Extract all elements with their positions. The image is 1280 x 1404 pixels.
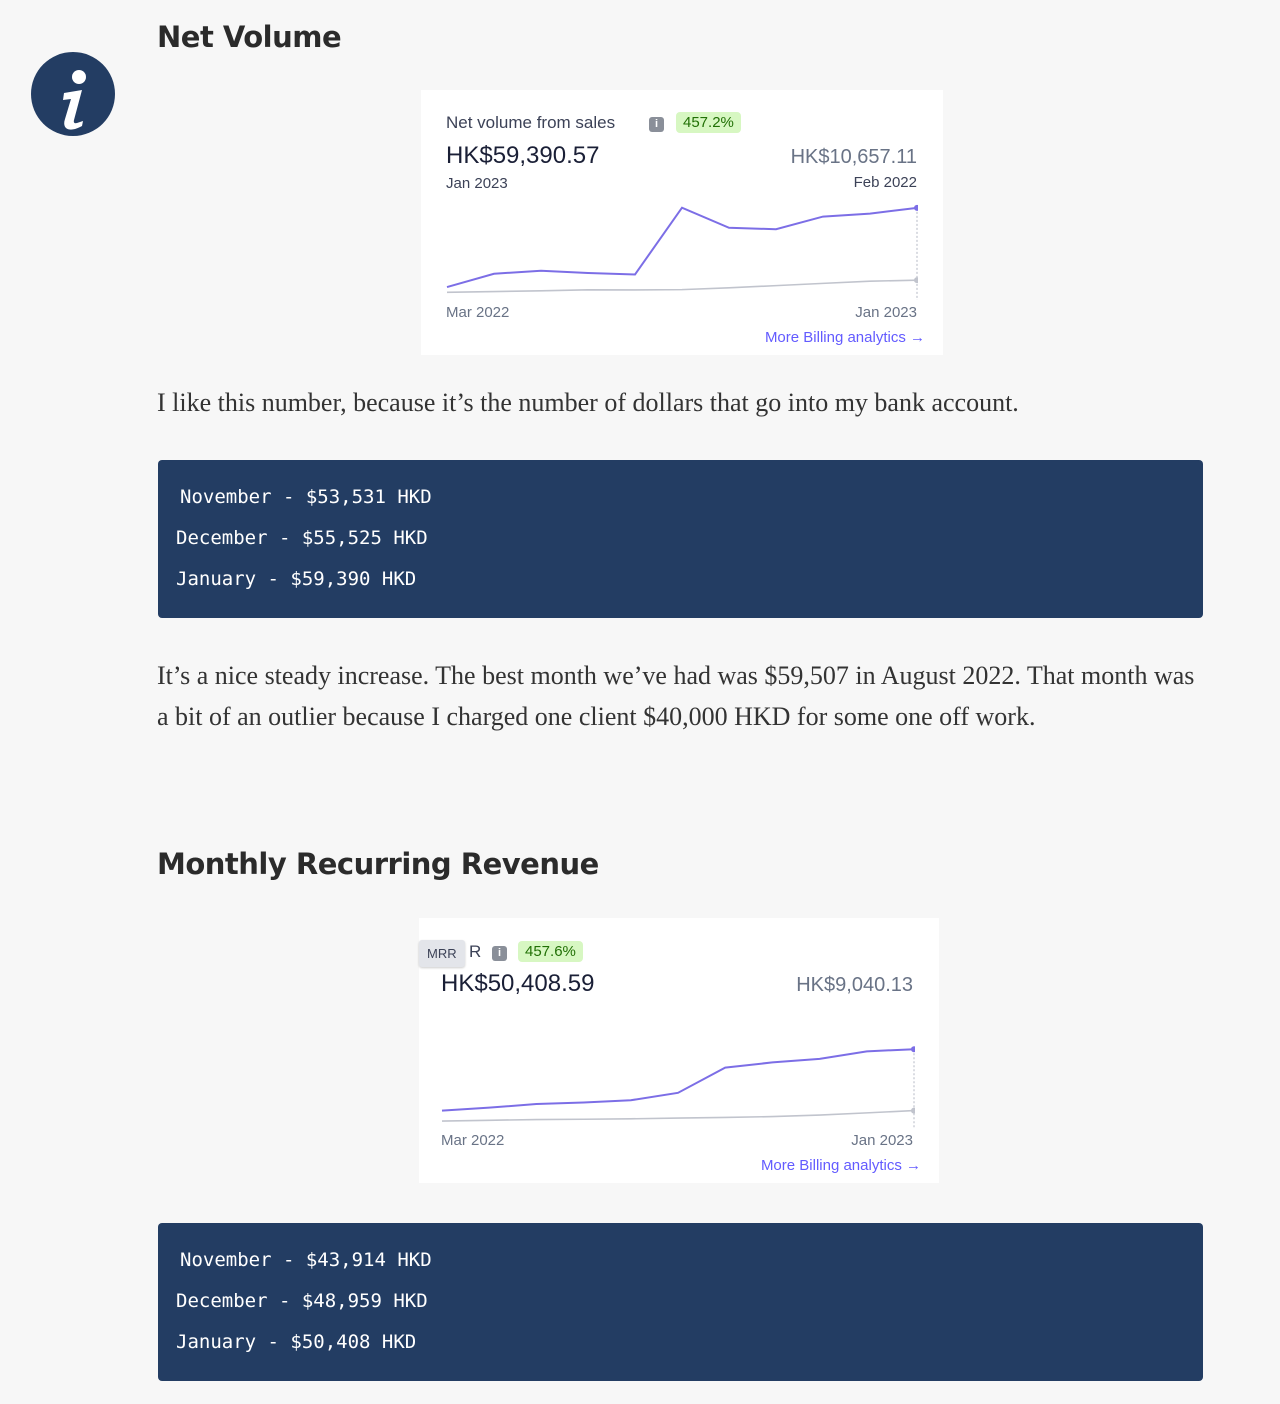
axis-start-label: Mar 2022 <box>446 304 510 321</box>
code-block-net-volume <box>158 460 1203 618</box>
axis-end-label: Jan 2023 <box>851 1132 913 1149</box>
info-small-icon: i <box>649 115 664 133</box>
growth-badge: 457.2% <box>676 112 741 133</box>
compare-value: HK$10,657.11 <box>790 146 917 168</box>
arrow-right-icon: → <box>910 329 925 346</box>
endpoint-current <box>911 1046 915 1052</box>
net-volume-card <box>421 90 943 355</box>
more-billing-analytics-link[interactable]: More Billing analytics → <box>764 329 925 346</box>
series-line-current <box>447 208 917 287</box>
code-line: November - $43,914 HKD <box>180 1249 432 1271</box>
card-title-fragment: R <box>469 942 482 961</box>
endpoint-previous <box>914 277 918 283</box>
paragraph: It’s a nice steady increase. The best month we’ve had was $59,507 in August 2022. That month was a bit of an outlier because I charged one client $40,000 HKD for some one off work. <box>157 661 1195 731</box>
code-line: December - $48,959 HKD <box>176 1290 428 1312</box>
growth-badge: 457.6% <box>518 941 583 962</box>
compare-value: HK$9,040.13 <box>796 974 913 996</box>
current-date: Jan 2023 <box>446 175 508 192</box>
mrr-tooltip-tab[interactable]: MRR <box>419 940 465 967</box>
axis-end-label: Jan 2023 <box>855 304 917 321</box>
code-line: January - $59,390 HKD <box>176 568 417 590</box>
paragraph: I like this number, because it’s the number of dollars that go into my bank account. <box>157 388 1019 417</box>
series-line-current <box>442 1049 914 1110</box>
code-block-mrr <box>158 1223 1203 1381</box>
mrr-heading: Monthly Recurring Revenue <box>157 847 599 881</box>
mrr-chart <box>441 1028 915 1128</box>
mrr-card <box>419 918 939 1183</box>
code-line: January - $50,408 HKD <box>176 1331 417 1353</box>
info-icon <box>31 52 115 136</box>
series-line-previous <box>442 1111 914 1121</box>
code-line: December - $55,525 HKD <box>176 527 428 549</box>
arrow-right-icon: → <box>906 1157 921 1174</box>
card-title: Net volume from sales <box>446 113 616 132</box>
current-value: HK$50,408.59 <box>441 970 595 997</box>
info-small-icon: i <box>492 944 507 962</box>
axis-start-label: Mar 2022 <box>441 1132 505 1149</box>
net-volume-chart <box>446 200 918 300</box>
net-volume-heading: Net Volume <box>157 20 342 54</box>
series-line-previous <box>447 280 917 292</box>
current-value: HK$59,390.57 <box>446 142 600 169</box>
compare-date: Feb 2022 <box>853 174 917 191</box>
more-billing-analytics-link[interactable]: More Billing analytics → <box>760 1157 921 1174</box>
code-line: November - $53,531 HKD <box>180 486 432 508</box>
endpoint-previous <box>911 1108 915 1114</box>
endpoint-current <box>914 205 918 211</box>
